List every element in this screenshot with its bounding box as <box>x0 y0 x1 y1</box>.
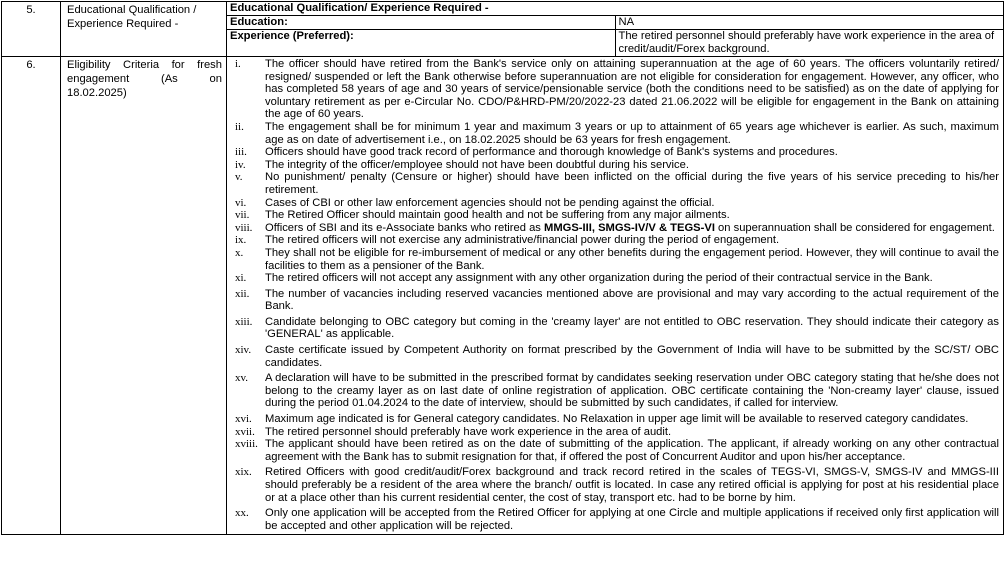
criteria-item <box>229 466 999 504</box>
item-number: viii. <box>235 221 253 234</box>
item-text: No punishment/ penalty (Censure or higher) should have been inflicted on the official during the five years of his service preceding to his/her retirement. <box>265 171 999 196</box>
item-text: Only one application will be accepted from the Retired Officer for applying at one Circle and multiple applications if received only first application will be accepted and other application will be rejected. <box>265 507 999 532</box>
criteria-item <box>229 146 999 159</box>
item-text: Caste certificate issued by Competent Authority on format prescribed by the Government of India will have to be submitted by the SC/ST/ OBC candidates. <box>265 344 999 369</box>
education-key: Education: <box>227 16 615 30</box>
item-text: The retired officers will not exercise any administrative/financial power during the period of engagement. <box>265 234 780 247</box>
row-number: 5. <box>2 2 61 57</box>
criteria-item <box>229 222 999 235</box>
row-label: Educational Qualification / Experience Required - <box>61 2 227 57</box>
item-text: Cases of CBI or other law enforcement agencies should not be pending against the official. <box>265 196 715 209</box>
item-text: The integrity of the officer/employee should not have been doubtful during his service. <box>265 158 689 171</box>
criteria-item <box>229 372 999 410</box>
item-number: iii. <box>235 146 247 159</box>
criteria-item <box>229 171 999 196</box>
item-number: ii. <box>235 120 244 133</box>
row-number: 6. <box>2 57 61 535</box>
criteria-item <box>229 438 999 463</box>
criteria-item <box>229 197 999 210</box>
item-text-before: Officers of SBI and its e-Associate banks who retired as <box>265 221 544 234</box>
criteria-item <box>229 507 999 532</box>
item-number: xvi. <box>235 413 252 426</box>
education-value: NA <box>615 16 1003 30</box>
criteria-item <box>229 288 999 313</box>
item-number: xii. <box>235 287 250 300</box>
item-text: The Retired Officer should maintain good health and not be suffering from any major ailments. <box>265 209 730 222</box>
item-text: Retired Officers with good credit/audit/Forex background and track record retired in the scales of TEGS-VI, SMGS-V, SMGS-IV and MMGS-III should preferably be a resident of the area where the branch/ outfit is located. In case any retired official is applying for post at his residential place or at a place other than his current residential center, the cost of stay, transport etc. had to be borne by him. <box>265 466 999 504</box>
item-text: The retired personnel should preferably have work experience in the area of audit. <box>265 425 672 438</box>
item-text-after: on superannuation shall be considered for engagement. <box>714 221 995 234</box>
item-number: vii. <box>235 209 250 222</box>
item-text: The number of vacancies including reserved vacancies mentioned above are provisional and may vary according to the actual requirement of the Bank. <box>265 287 999 313</box>
education-cell <box>227 2 1004 57</box>
item-number: xiii. <box>235 315 253 328</box>
criteria-item <box>229 209 999 222</box>
criteria-item <box>229 234 999 247</box>
item-number: xv. <box>235 372 249 385</box>
item-number: i. <box>235 58 241 70</box>
item-text: A declaration will have to be submitted in the prescribed format by candidates seeking reservation under OBC category stating that he/she does not belong to the creamy layer as on last date of online registration of application. OBC certificate containing the 'Non-creamy layer' clause, issued during the period 01.04.2024 to the date of interview, should be submitted by such candidates, if called for interview. <box>265 372 999 410</box>
document-table <box>1 1 1004 535</box>
row-eligibility <box>2 57 1004 535</box>
item-number: x. <box>235 246 244 259</box>
item-text: They shall not be eligible for re-imbursement of medical or any other benefits during the engagement period. However, they will continue to avail the facilities to them as a pensioner of the Bank. <box>265 246 999 272</box>
experience-key: Experience (Preferred): <box>227 30 615 57</box>
criteria-list <box>227 57 1003 534</box>
row-education <box>2 2 1004 57</box>
criteria-item <box>229 121 999 146</box>
item-number: vi. <box>235 196 247 209</box>
item-text: The engagement shall be for minimum 1 year and maximum 3 years or up to attainment of 65 years age whichever is earlier. As such, maximum age as on date of advertisement i.e., on 18.02.2025 should be 63 years for fresh engagement. <box>265 120 999 146</box>
education-title: Educational Qualification/ Experience Required - <box>227 2 1003 16</box>
item-text: The applicant should have been retired as on the date of submitting of the application. The applicant, if already working on any other contractual agreement with the Bank has to submit resignation for that, if offered the post of Concurrent Auditor and upon his/her acceptance. <box>265 438 999 463</box>
item-number: xiv. <box>235 344 252 357</box>
experience-value: The retired personnel should preferably have work experience in the area of credit/audit/Forex background. <box>615 30 1003 57</box>
item-text: The retired officers will not accept any assignment with any other organization during the period of their contractual service in the Bank. <box>265 272 933 285</box>
item-text: Maximum age indicated is for General category candidates. No Relaxation in upper age limit will be available to reserved category candidates. <box>265 413 969 426</box>
item-text: Candidate belonging to OBC category but coming in the 'creamy layer' are not entitled to OBC reservation. They should indicate their category as 'GENERAL' as applicable. <box>265 315 999 341</box>
criteria-item <box>229 344 999 369</box>
criteria-item <box>229 413 999 426</box>
item-text: The officer should have retired from the Bank's service only on attaining superannuation at the age of 60 years. The officers voluntarily retired/ resigned/ suspended or left the Bank otherwise before superannuation are not eligible for consideration for engagement. However, any officer, who has completed 58 years of age and 30 years of service/pensionable service (both the conditions need to be satisfied) as on the date of applying for voluntary retirement as per e-Circular No. CDO/P&HRD-PM/20/2022-23 dated 21.06.2022 will be eligible for engagement in the Bank on attaining the age of 60 years. <box>265 58 999 121</box>
item-number: xix. <box>235 466 252 479</box>
row-label: Eligibility Criteria for fresh engagement (As on 18.02.2025) <box>61 57 227 535</box>
item-number: iv. <box>235 158 246 171</box>
criteria-item <box>229 272 999 285</box>
item-text <box>265 222 999 235</box>
criteria-item <box>229 58 999 121</box>
item-number: xi. <box>235 272 247 285</box>
item-number: xviii. <box>235 438 258 451</box>
item-text: Officers should have good track record of performance and thorough knowledge of Bank's systems and procedures. <box>265 146 838 159</box>
item-text-bold: MMGS-III, SMGS-IV/V & TEGS-VI <box>544 221 715 234</box>
criteria-item <box>229 159 999 172</box>
criteria-item <box>229 247 999 272</box>
criteria-item <box>229 426 999 439</box>
item-number: xx. <box>235 507 249 520</box>
item-number: xvii. <box>235 425 255 438</box>
item-number: v. <box>235 171 243 184</box>
education-table <box>227 2 1003 56</box>
eligibility-cell <box>227 57 1004 535</box>
criteria-item <box>229 316 999 341</box>
item-number: ix. <box>235 234 247 247</box>
